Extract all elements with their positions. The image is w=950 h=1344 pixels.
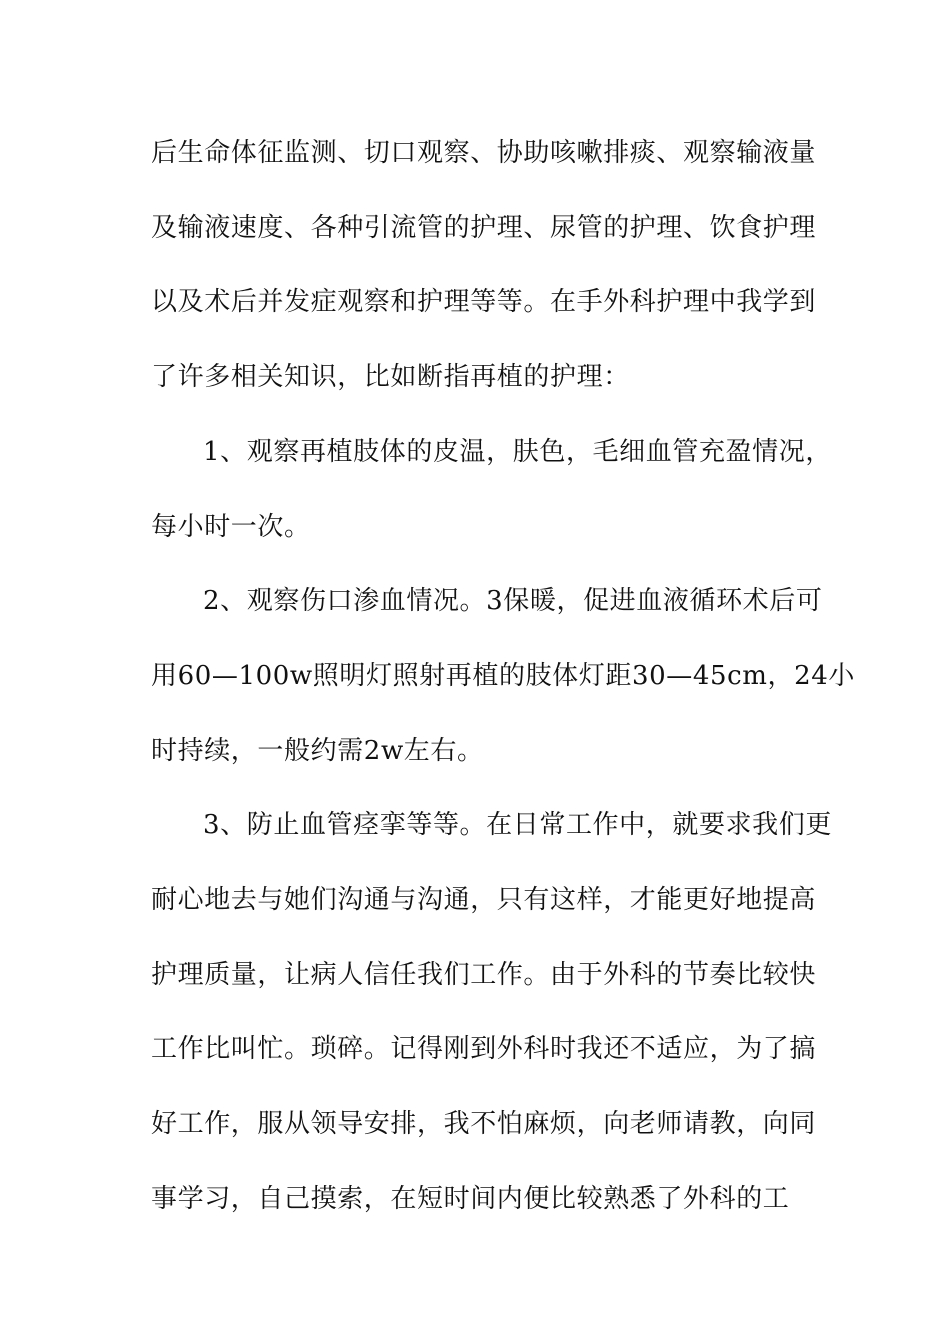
text-line-4: 了许多相关知识，比如断指再植的护理：	[151, 362, 630, 392]
text-line-8: 用60—100w照明灯照射再植的肢体灯距30—45cm，24小	[151, 661, 856, 691]
text-line-14: 好工作，服从领导安排，我不怕麻烦，向老师请教，向同	[151, 1109, 817, 1139]
text-line-1: 后生命体征监测、切口观察、协助咳嗽排痰、观察输液量	[151, 138, 817, 168]
text-line-6: 每小时一次。	[151, 512, 311, 542]
text-line-11: 耐心地去与她们沟通与沟通，只有这样，才能更好地提高	[151, 885, 817, 915]
text-line-2: 及输液速度、各种引流管的护理、尿管的护理、饮食护理	[151, 213, 817, 243]
text-line-5: 1、观察再植肢体的皮温，肤色，毛细血管充盈情况，	[203, 437, 832, 467]
text-line-15: 事学习，自己摸索，在短时间内便比较熟悉了外科的工	[151, 1184, 790, 1214]
text-line-7: 2、观察伤口渗血情况。3保暖，促进血液循环术后可	[203, 586, 823, 616]
text-line-12: 护理质量，让病人信任我们工作。由于外科的节奏比较快	[151, 960, 817, 990]
text-line-13: 工作比叫忙。琐碎。记得刚到外科时我还不适应，为了搞	[151, 1034, 817, 1064]
text-line-3: 以及术后并发症观察和护理等等。在手外科护理中我学到	[151, 287, 817, 317]
text-line-9: 时持续，一般约需2w左右。	[151, 736, 484, 766]
text-line-10: 3、防止血管痉挛等等。在日常工作中，就要求我们更	[203, 810, 832, 840]
